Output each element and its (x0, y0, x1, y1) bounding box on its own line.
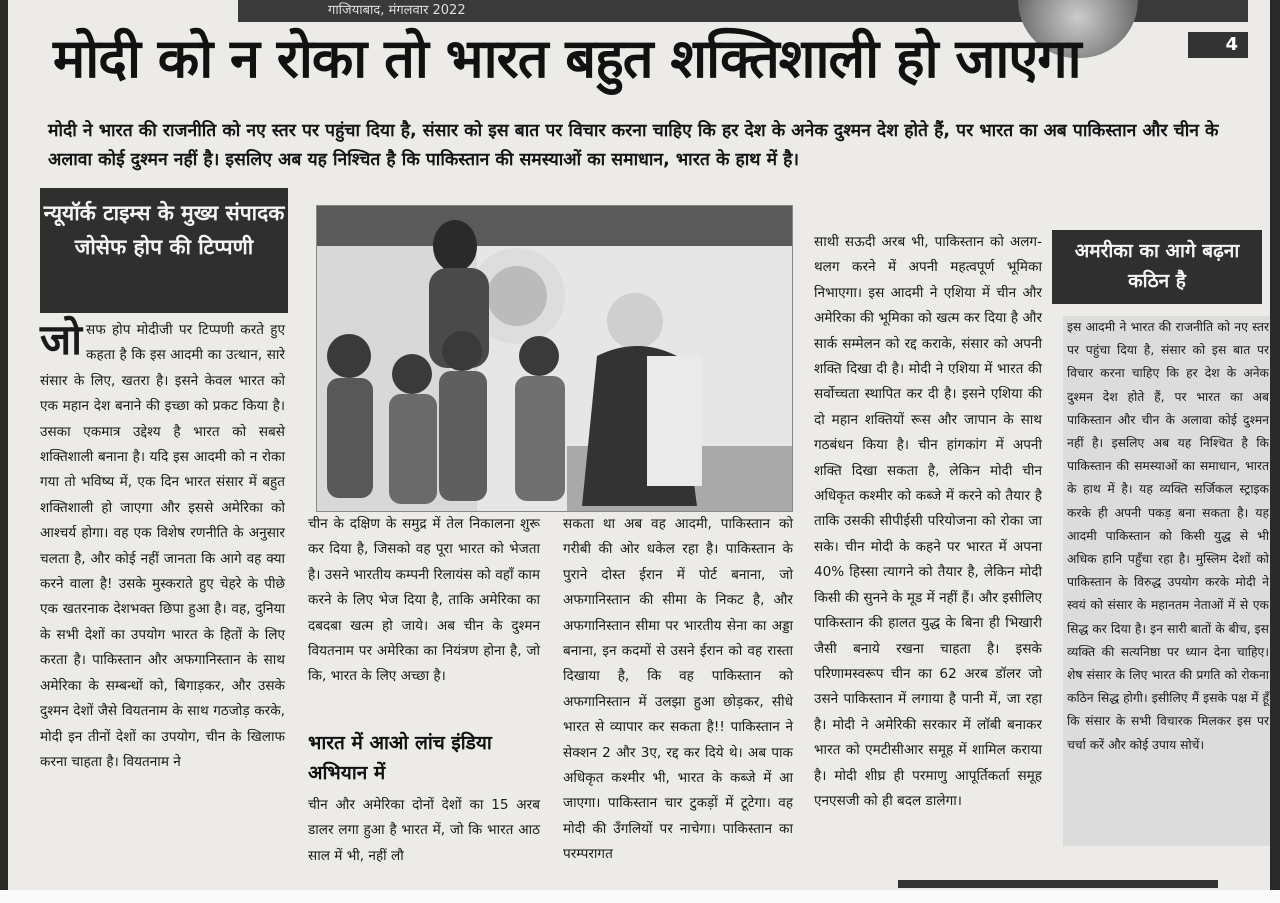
column-subheading: भारत में आओ लांच इंडिया अभियान में (308, 732, 492, 784)
sidebar-column: इस आदमी ने भारत की राजनीति को नए स्तर पर पहुंचा दिया है, संसार को इस बात पर विचार करना चाहिए कि हर देश के अनेक दुश्मन देश होते हैं, पर भारत का अब पाकिस्तान और चीन के अलावा कोई दुश्मन नहीं है। इसलिए अब यह निश्चित है कि पाकिस्तान की समस्याओं का समाधान, भारत के हाथ में है। यह व्यक्ति सर्जिकल स्ट्राइक करके ही अपनी पकड़ बना सकता है। यह आदमी पाकिस्तान को किसी युद्ध से भी अधिक हानि पहुँचा रहा है। मुस्लिम देशों को पाकिस्तान के विरुद्ध उपयोग करके मोदी ने स्वयं को संसार के महानतम नेताओं में से एक सिद्ध कर दिया है। इन सारी बातों के बीच, इस व्यक्ति की सत्यनिष्ठा पर ध्यान देना चाहिए। शेष संसार के लिए भारत की प्रगति को रोकना कठिन सिद्ध होगी। इसीलिए मैं इसके पक्ष में हूँ कि संसार के सभी विचारक मिलकर इस पर चर्चा करें और कोई उपाय सोचें। (1063, 316, 1270, 846)
page-number: 4 (1188, 32, 1248, 58)
article-column-2: चीन के दक्षिण के समुद्र में तेल निकालना शुरू कर दिया है, जिसको वह पूरा भारत को भेजता है। उसने भारतीय कम्पनी रिलायंस को वहाँ काम करने के लिए भेज दिया है, ताकि अमेरिका का दबदबा खत्म हो जाये। अब चीन के दुश्मन वियतनाम पर अमेरिका का नियंत्रण होना है, जो कि, भारत के लिए अच्छा है। (308, 516, 540, 685)
article-column-4: साथी सऊदी अरब भी, पाकिस्तान को अलग-थलग करने में अपनी महत्वपूर्ण भूमिका निभाएगा। इस आदमी ने एशिया में चीन और अमेरिका की भूमिका को खत्म कर दिया है और सार्क सम्मेलन को रद्द कराके, संसार को अपनी शक्ति दिखा दी है। मोदी ने एशिया में भारत की सर्वोच्चता स्थापित कर दी है। इसने एशिया की दो महान शक्तियों रूस और जापान के साथ गठबंधन किया है। चीन हांगकांग में अपनी शक्ति दिखा सकता है, लेकिन मोदी चीन अधिकृत कश्मीर को कब्जे में करने को तैयार है ताकि उसकी सीपीईसी परियोजना को रोका जा सके। चीन मोदी के कहने पर भारत में अपना 40% हिस्सा त्यागने को तैयार है, लेकिन मोदी किसी की सुनने के मूड में नहीं हैं। और इसीलिए पाकिस्तान की हालत युद्ध के बिना ही भिखारी जैसी बनाये रखना चाहता है। इसके परिणामस्वरूप चीन का 62 अरब डॉलर जो उसने पाकिस्तान में लगाया है पानी में, जा रहा है। मोदी ने अमेरिकी सरकार में लॉबी बनाकर भारत को एमटीसीआर समूह में शामिल कराया है। मोदी शीघ्र ही परमाणु आपूर्तिकर्ता समूह एनएसजी को ही बदल डालेगा। (814, 234, 1042, 809)
newspaper-page (8, 0, 1270, 890)
column-1-text: सफ होप मोदीजी पर टिप्पणी करते हुए कहता है कि इस आदमी का उत्थान, सारे संसार के लिए, खतरा है। इसने केवल भारत को एक महान देश बनाने की इच्छा को प्रकट किया है। उसका एकमात्र उद्देश्य है भारत को सबसे शक्तिशाली बनाना है। यदि इस आदमी को न रोका गया तो भविष्य में, एक दिन भारत संसार में बहुत शक्तिशाली हो जाएगा और इससे अमेरिका को आश्चर्य होगा। वह एक विशेष रणनीति के अनुसार चलता है, और कोई नहीं जानता कि आगे वह क्या करने वाला है! उसके मुस्कराते हुए चेहरे के पीछे एक खतरनाक देशभक्त छिपा हुआ है। वह, दुनिया के सभी देशों का उपयोग भारत के हितों के लिए करता है। पाकिस्तान और अफगानिस्तान के साथ अमेरिका के सम्बन्धों को, बिगाड़कर, और उसके दुश्मन देशों जैसे वियतनाम के साथ गठजोड़ करके, मोदी इन तीनों देशों का उपयोग, चीन के खिलाफ करना चाहता है। वियतनाम ने (40, 322, 285, 770)
article-column-3: सकता था अब वह आदमी, पाकिस्तान को गरीबी की ओर धकेल रहा है। पाकिस्तान के पुराने दोस्त ईरान में पोर्ट बनाना, जो अफगानिस्तान की सीमा के निकट है, और अफगानिस्तान सीमा पर भारतीय सेना का अड्डा बनाना, इन कदमों से उसने ईरान को वह रास्ता दिखाया है, कि वह पाकिस्तान को अफगानिस्तान में उलझा हुआ छोड़कर, सीधे भारत से व्यापार कर सकता है!! पाकिस्तान ने सेक्शन 2 और 3ए, रद्द कर दिये थे। अब पाक अधिकृत कश्मीर भी, भारत के कब्जे में आ जाएगा। पाकिस्तान चार टुकड़ों में टूटेगा। वह मोदी की उँगलियों पर नाचेगा। पाकिस्तान का परम्परागत (563, 516, 793, 863)
article-column-1 (40, 315, 285, 775)
deck-summary: मोदी ने भारत की राजनीति को नए स्तर पर पहुंचा दिया है, संसार को इस बात पर विचार करना चाहिए कि हर देश के अनेक दुश्मन देश होते हैं, पर भारत का अब पाकिस्तान और चीन के अलावा कोई दुश्मन नहीं है। इसलिए अब यह निश्चित है कि पाकिस्तान की समस्याओं का समाधान, भारत के हाथ में है। (48, 121, 1219, 170)
box-heading-right: अमरीका का आगे बढ़ना कठिन है (1052, 230, 1262, 304)
headline: मोदी को न रोका तो भारत बहुत शक्तिशाली हो जाएगा (53, 27, 1081, 90)
bottom-rule (898, 880, 1218, 888)
dateline-bar: गाजियाबाद, मंगलवार 2022 (238, 0, 1248, 22)
drop-cap: जो (40, 315, 83, 364)
article-column-2-continued: चीन और अमेरिका दोनों देशों का 15 अरब डालर लगा हुआ है भारत में, जो कि भारत आठ साल में भी, नहीं लौ (308, 797, 540, 864)
box-heading-left: न्यूयॉर्क टाइम्स के मुख्य संपादक जोसेफ होप की टिप्पणी (40, 188, 288, 313)
bottom-strip (0, 890, 1280, 903)
photo-illustration (317, 206, 792, 511)
news-photo (316, 205, 793, 512)
